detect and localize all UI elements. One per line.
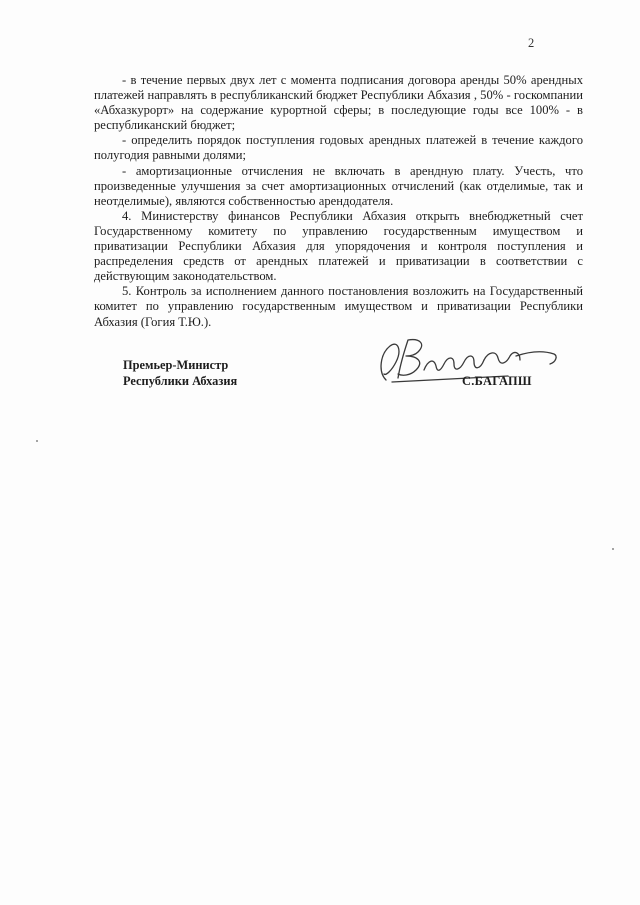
page-number: 2 xyxy=(528,36,535,50)
signatory-title-line-1: Премьер-Министр xyxy=(123,358,229,372)
scan-speck xyxy=(36,440,38,442)
signatory-title-line-2: Республики Абхазия xyxy=(123,374,238,388)
bullet-paragraph-amortization: - амортизационные отчисления не включать в арендную плату. Учесть, что произведенные улучшения за счет амортизационных отчислений (как отделимые, так и неотделимые), являются собственностью арендодателя. xyxy=(94,163,583,208)
paragraph-5-control: 5. Контроль за исполнением данного постановления возложить на Государственный комитет по управлению государственным имуществом и приватизации Республики Абхазия (Гогия Т.Ю.). xyxy=(94,284,583,329)
document-body xyxy=(94,73,583,330)
bullet-paragraph-lease-payments: - в течение первых двух лет с момента подписания договора аренды 50% арендных платежей направлять в республиканский бюджет Республики Абхазия , 50% - госкомпании «Абхазкурорт» на содержание курортной сферы; в последующие годы все 100% - в республиканский бюджет; xyxy=(94,73,583,133)
paragraph-4-finance-ministry: 4. Министерству финансов Республики Абхазия открыть внебюджетный счет Государственному комитету по управлению государственным имуществом и приватизации Республики Абхазия для упорядочения и контроля поступления и распределения средств от арендных платежей и приватизации в соответствии с действующим законодательством. xyxy=(94,208,583,284)
bullet-paragraph-payment-schedule: - определить порядок поступления годовых арендных платежей в течение каждого полугодия равными долями; xyxy=(94,133,583,163)
signatory-title xyxy=(123,357,237,389)
scan-speck xyxy=(612,548,614,550)
signatory-name: С.БАГАПШ xyxy=(462,374,532,388)
